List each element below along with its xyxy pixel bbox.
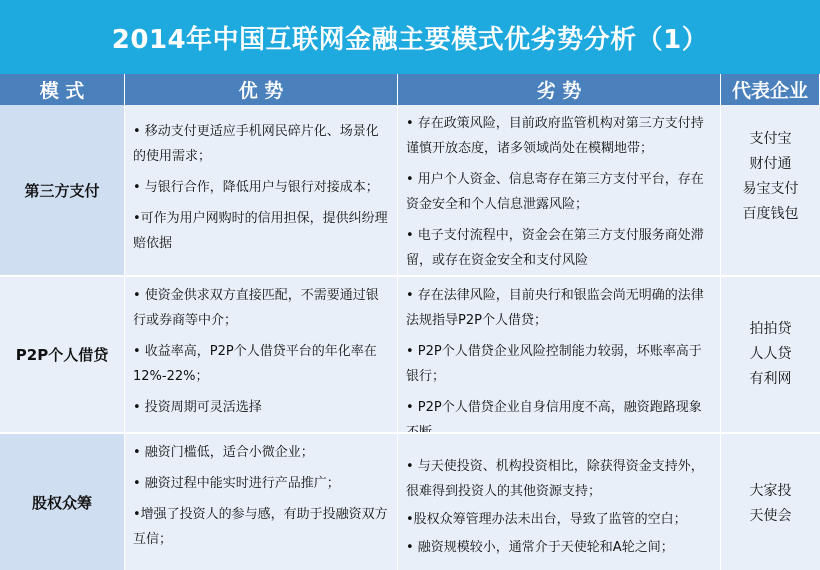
row-1-adv-item: • 与银行合作，降低用户与银行对接成本； bbox=[133, 180, 379, 195]
company-name: 有利网 bbox=[749, 371, 792, 387]
row-3-dis-item: •股权众筹管理办法未出台，导致了监管的空白； bbox=[406, 512, 687, 527]
page-title: 2014年中国互联网金融主要模式优劣势分析（1） bbox=[111, 24, 709, 55]
row-3-mode: 股权众筹 bbox=[0, 434, 125, 570]
row-2-adv-item: • 收益率高，P2P个人借贷平台的年化率在12%-22%； bbox=[133, 344, 377, 384]
row-2-mode: P2P个人借贷 bbox=[0, 277, 125, 432]
row-2-companies bbox=[721, 277, 820, 432]
row-1-adv-item: • 移动支付更适应手机网民碎片化、场景化的使用需求； bbox=[133, 124, 379, 164]
header-advantages: 优 势 bbox=[125, 74, 398, 105]
row-1-companies bbox=[721, 105, 820, 275]
row-3-advantages bbox=[125, 434, 398, 570]
row-3-adv-item: • 融资门槛低，适合小微企业； bbox=[133, 445, 314, 460]
row-1-dis-item: • 电子支付流程中，资金会在第三方支付服务商处滞留，或存在资金安全和支付风险 bbox=[406, 228, 704, 268]
row-1-disadvantages bbox=[398, 105, 721, 275]
company-name: 易宝支付 bbox=[742, 181, 799, 197]
row-3-adv-item: •增强了投资人的参与感，有助于投融资双方互信； bbox=[133, 507, 388, 547]
row-2-dis-item: • P2P个人借贷企业风险控制能力较弱，坏账率高于银行； bbox=[406, 344, 702, 384]
row-1-advantages bbox=[125, 105, 398, 275]
row-1-mode: 第三方支付 bbox=[0, 105, 125, 275]
company-name: 百度钱包 bbox=[742, 206, 799, 222]
row-2-adv-item: • 使资金供求双方直接匹配，不需要通过银行或券商等中介； bbox=[133, 288, 379, 328]
row-2-disadvantages bbox=[398, 277, 721, 432]
row-2-dis-item: • P2P个人借贷企业自身信用度不高，融资跑路现象 bbox=[406, 400, 702, 415]
row-3-adv-item: • 融资过程中能实时进行产品推广； bbox=[133, 476, 340, 491]
row-2-advantages bbox=[125, 277, 398, 432]
row-3-disadvantages bbox=[398, 434, 721, 570]
header-companies: 代表企业 bbox=[721, 74, 820, 105]
row-1-dis-item: • 存在政策风险，目前政府监管机构对第三方支付持谨慎开放态度，诸多领域尚处在模糊地带； bbox=[406, 116, 704, 156]
company-name: 支付宝 bbox=[749, 131, 792, 147]
company-name: 财付通 bbox=[749, 156, 792, 172]
title-bar bbox=[0, 0, 820, 74]
row-1-adv-item: •可作为用户网购时的信用担保，提供纠纷理赔依据 bbox=[133, 211, 388, 251]
company-name: 人人贷 bbox=[749, 346, 792, 362]
row-2-dis-item: • 存在法律风险，目前央行和银监会尚无明确的法律法规指导P2P个人借贷； bbox=[406, 288, 704, 328]
company-name: 大家投 bbox=[749, 483, 792, 499]
company-name: 天使会 bbox=[749, 508, 792, 524]
header-disadvantages: 劣 势 bbox=[398, 74, 721, 105]
row-3-companies bbox=[721, 434, 820, 570]
company-name: 拍拍贷 bbox=[749, 321, 792, 337]
row-3-dis-item: • 与天使投资、机构投资相比，除获得资金支持外，很难得到投资人的其他资源支持； bbox=[406, 459, 704, 499]
row-1-dis-item: • 用户个人资金、信息寄存在第三方支付平台，存在资金安全和个人信息泄露风险； bbox=[406, 172, 704, 212]
row-3-dis-item: • 融资规模较小，通常介于天使轮和A轮之间； bbox=[406, 540, 674, 555]
row-2-adv-item: • 投资周期可灵活选择 bbox=[133, 400, 262, 415]
header-mode: 模 式 bbox=[0, 74, 125, 105]
